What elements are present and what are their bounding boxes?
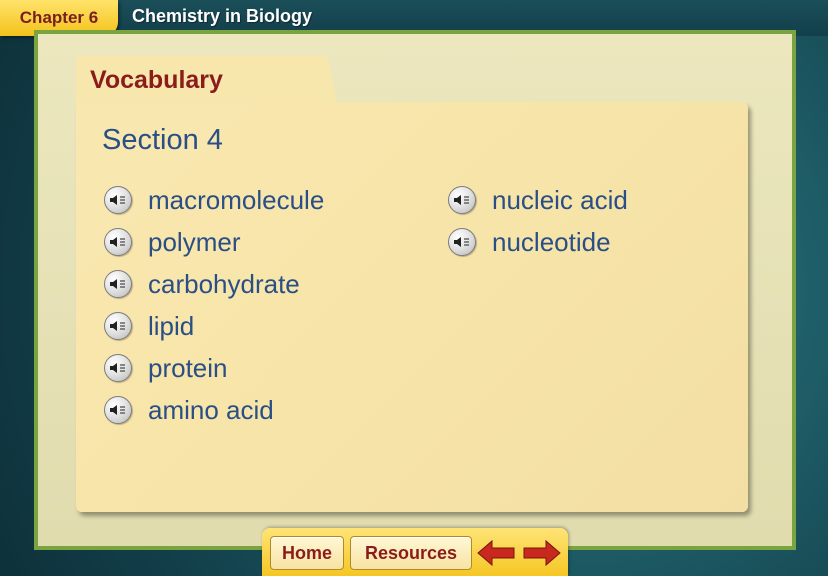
speaker-icon[interactable] — [448, 228, 476, 256]
home-button-label: Home — [281, 542, 332, 563]
vocab-word: nucleotide — [492, 226, 611, 257]
section-heading: Section 4 — [102, 124, 223, 156]
arrow-left-icon[interactable] — [476, 538, 516, 568]
vocab-word: protein — [148, 352, 228, 383]
vocab-word: amino acid — [148, 394, 274, 425]
vocab-item-nucleic-acid[interactable] — [448, 182, 628, 218]
folder-tab-label: Vocabulary — [90, 66, 223, 94]
vocab-word: lipid — [148, 310, 195, 341]
vocab-word: carbohydrate — [148, 268, 300, 299]
speaker-icon[interactable] — [448, 186, 476, 214]
speaker-icon[interactable] — [104, 186, 132, 214]
vocab-item-nucleotide[interactable] — [448, 224, 611, 260]
vocab-item-lipid[interactable] — [104, 308, 194, 344]
vocab-item-polymer[interactable] — [104, 224, 240, 260]
vocab-item-macromolecule[interactable] — [104, 182, 324, 218]
resources-button[interactable] — [350, 536, 472, 570]
subject-title: Chemistry in Biology — [132, 6, 313, 26]
vocabulary-folder — [76, 102, 748, 512]
speaker-icon[interactable] — [104, 312, 132, 340]
arrow-right-icon[interactable] — [522, 538, 562, 568]
speaker-icon[interactable] — [104, 270, 132, 298]
vocab-word: macromolecule — [148, 184, 325, 215]
home-button[interactable] — [270, 536, 344, 570]
speaker-icon[interactable] — [104, 396, 132, 424]
vocab-word: nucleic acid — [492, 184, 628, 215]
vocab-item-carbohydrate[interactable] — [104, 266, 300, 302]
vocab-item-protein[interactable] — [104, 350, 228, 386]
resources-button-label: Resources — [364, 542, 458, 563]
chapter-label: Chapter 6 — [19, 8, 99, 27]
speaker-icon[interactable] — [104, 354, 132, 382]
vocab-word: polymer — [148, 226, 241, 257]
vocab-item-amino-acid[interactable] — [104, 392, 274, 428]
speaker-icon[interactable] — [104, 228, 132, 256]
